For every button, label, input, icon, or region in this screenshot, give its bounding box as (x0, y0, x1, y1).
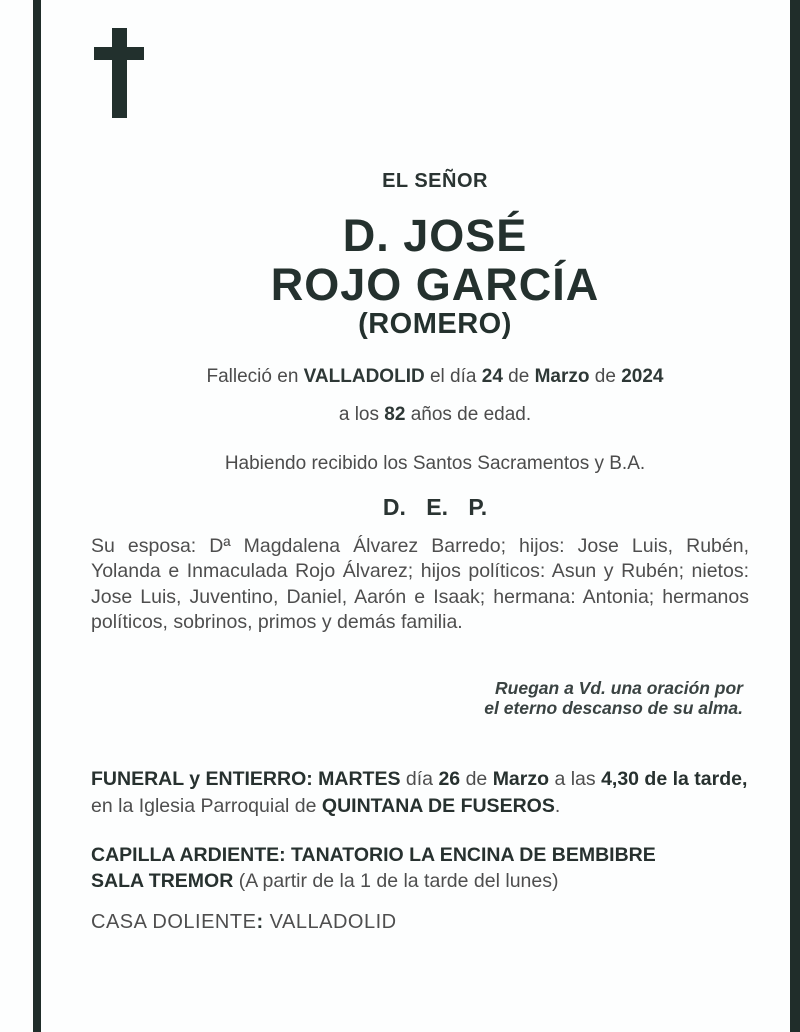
deceased-name-line1: D. JOSÉ (342, 210, 528, 261)
prayer-request (323, 678, 743, 718)
prayer-line-1: Ruegan a Vd. una oración por (495, 678, 743, 698)
chapel-line-2: SALA TREMOR (A partir de la 1 de la tarde del lunes) (91, 870, 559, 892)
deceased-alias: (ROMERO) (358, 308, 512, 340)
chapel-info (91, 842, 751, 894)
sacraments-line: Habiendo recibido los Santos Sacramentos y B.A. (224, 453, 646, 474)
deceased-name-line2: ROJO GARCÍA (270, 259, 600, 310)
honorific-title: EL SEÑOR (382, 170, 488, 192)
death-place-date-line: Falleció en VALLADOLID el día 24 de Marzo de 2024 (206, 366, 664, 387)
age-line: a los 82 años de edad. (338, 404, 532, 425)
right-border-rule (790, 0, 800, 1032)
mourning-cross-icon (94, 28, 144, 118)
prayer-line-2: el eterno descanso de su alma. (484, 698, 743, 718)
family-paragraph: Su esposa: Dª Magdalena Álvarez Barredo; hijos: Jose Luis, Rubén, Yolanda e Inmaculada Rojo Álvarez; hijos políticos: Asun y Rubén; nietos: Jose Luis, Juventino, Daniel, Aarón e Isaak; hermana: Antonia; hermanos políticos, sobrinos, primos y demás familia. (91, 535, 749, 633)
dep-abbreviation: D. E. P. (382, 494, 488, 520)
funeral-info: FUNERAL y ENTIERRO: MARTES día 26 de Marzo a las 4,30 de la tarde, en la Iglesia Parroquial de QUINTANA DE FUSEROS. (91, 768, 748, 817)
chapel-line-1: CAPILLA ARDIENTE: TANATORIO LA ENCINA DE BEMBIBRE (91, 844, 656, 866)
mourning-home-line: CASA DOLIENTE: VALLADOLID (91, 911, 397, 933)
left-border-rule (33, 0, 41, 1032)
